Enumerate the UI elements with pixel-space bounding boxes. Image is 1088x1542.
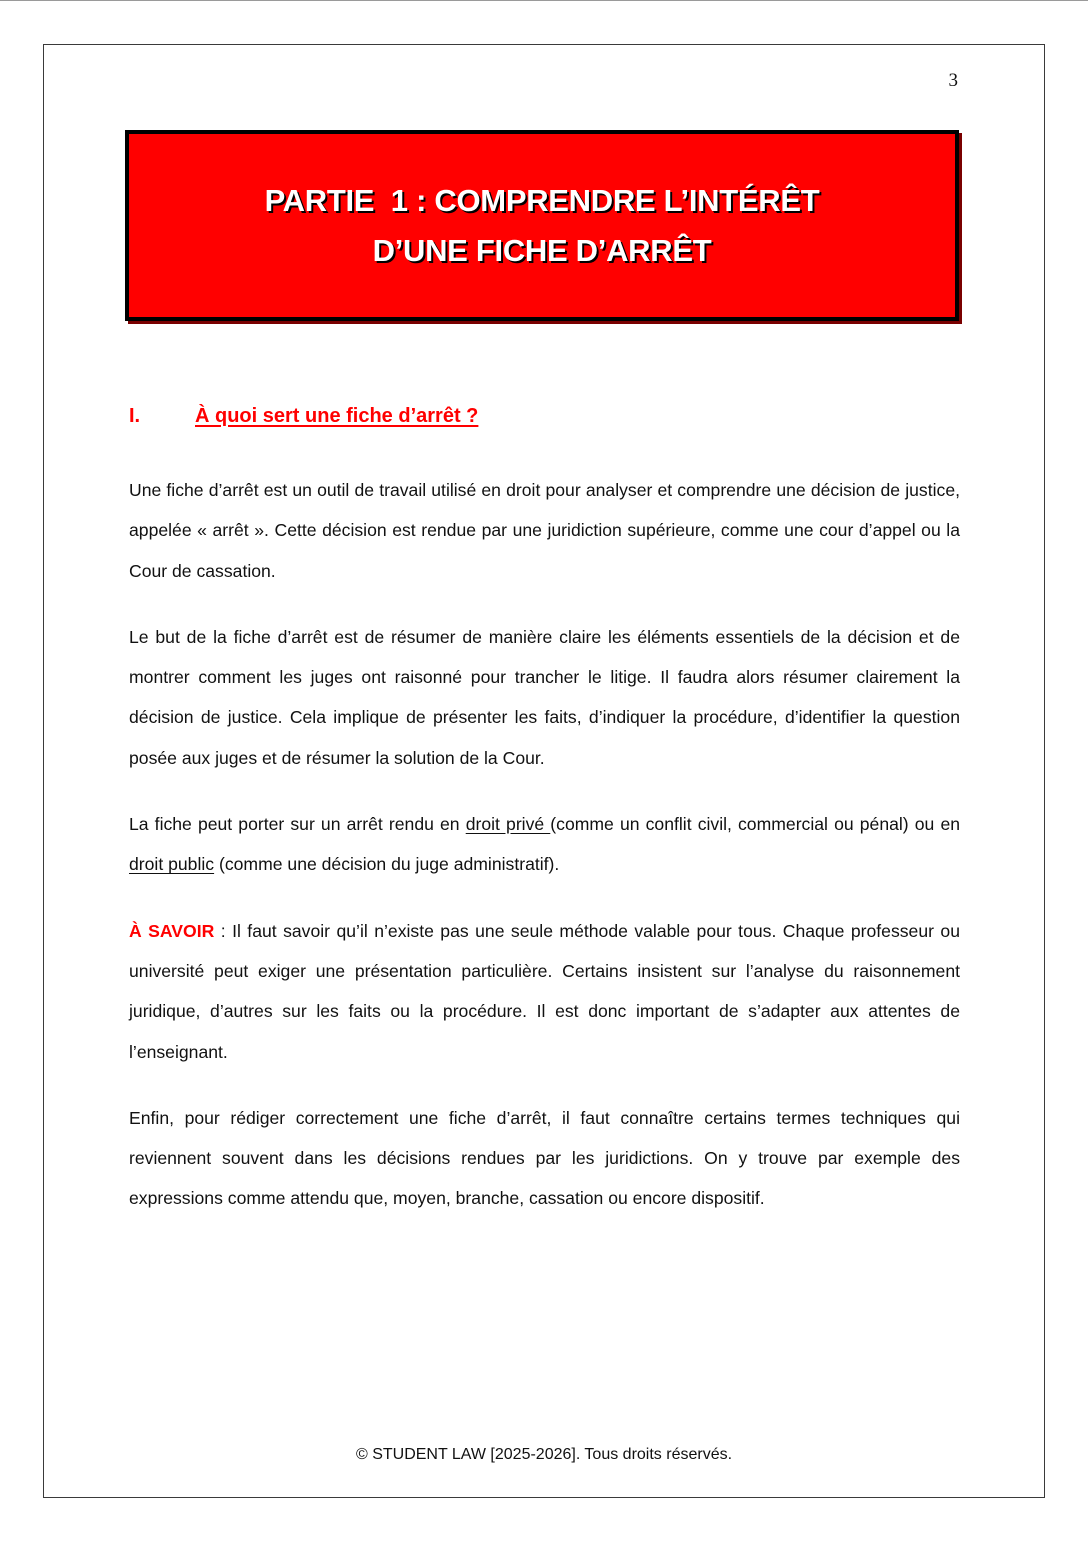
a-savoir-text: : Il faut savoir qu’il n’existe pas une seule méthode valable pour tous. Chaque professeur ou université peut exiger une présentation particulière. Certains insistent sur l’analyse du raisonnement juridique, d’autres sur les faits ou la procédure. Il est donc important de s’adapter aux attentes de l’enseignant.: [129, 920, 960, 1062]
paragraph-technical-terms: Enfin, pour rédiger correctement une fiche d’arrêt, il faut connaître certains termes techniques qui reviennent souvent dans les décisions rendues par les juridictions. On y trouve par exemple des expressions comme attendu que, moyen, branche, cassation ou encore dispositif.: [129, 1107, 960, 1209]
a-savoir-label: À SAVOIR: [129, 920, 215, 941]
section-title: À quoi sert une fiche d’arrêt ?: [195, 405, 479, 427]
droit-public-term: droit public: [129, 854, 215, 875]
part-title-line-1: PARTIE 1 : COMPRENDRE L’INTÉRÊT: [264, 182, 820, 218]
droit-prive-term: droit privé: [465, 814, 551, 835]
paragraph-scope-text-1: La fiche peut porter sur un arrêt rendu en: [129, 814, 466, 835]
part-title-box: [125, 130, 959, 321]
page-number: 3: [948, 70, 958, 91]
paragraph-definition: Une fiche d’arrêt est un outil de travail utilisé en droit pour analyser et comprendre une décision de justice, appelée « arrêt ». Cette décision est rendue par une juridiction supérieure, comme une cour d’appel ou la Cour de cassation.: [129, 480, 960, 581]
section-number: I.: [129, 405, 141, 427]
paragraph-a-savoir: [129, 911, 960, 1072]
paragraph-scope-text-3: (comme une décision du juge administratif).: [214, 854, 560, 875]
paragraph-scope-text-2: (comme un conflit civil, commercial ou pénal) ou en: [550, 814, 961, 835]
top-rule: [0, 0, 1088, 1]
paragraph-scope: [129, 804, 960, 885]
paragraph-purpose: Le but de la fiche d’arrêt est de résumer de manière claire les éléments essentiels de la décision et de montrer comment les juges ont raisonné pour trancher le litige. Il faudra alors résumer clairement la décision de justice. Cela implique de présenter les faits, d’indiquer la procédure, d’identifier la question posée aux juges et de résumer la solution de la Cour.: [129, 626, 960, 768]
body-content: [129, 470, 960, 1245]
footer-copyright: © STUDENT LAW [2025-2026]. Tous droits réservés.: [355, 1446, 733, 1463]
part-title-line-2: D’UNE FICHE D’ARRÊT: [372, 232, 712, 268]
section-heading: [129, 405, 478, 428]
